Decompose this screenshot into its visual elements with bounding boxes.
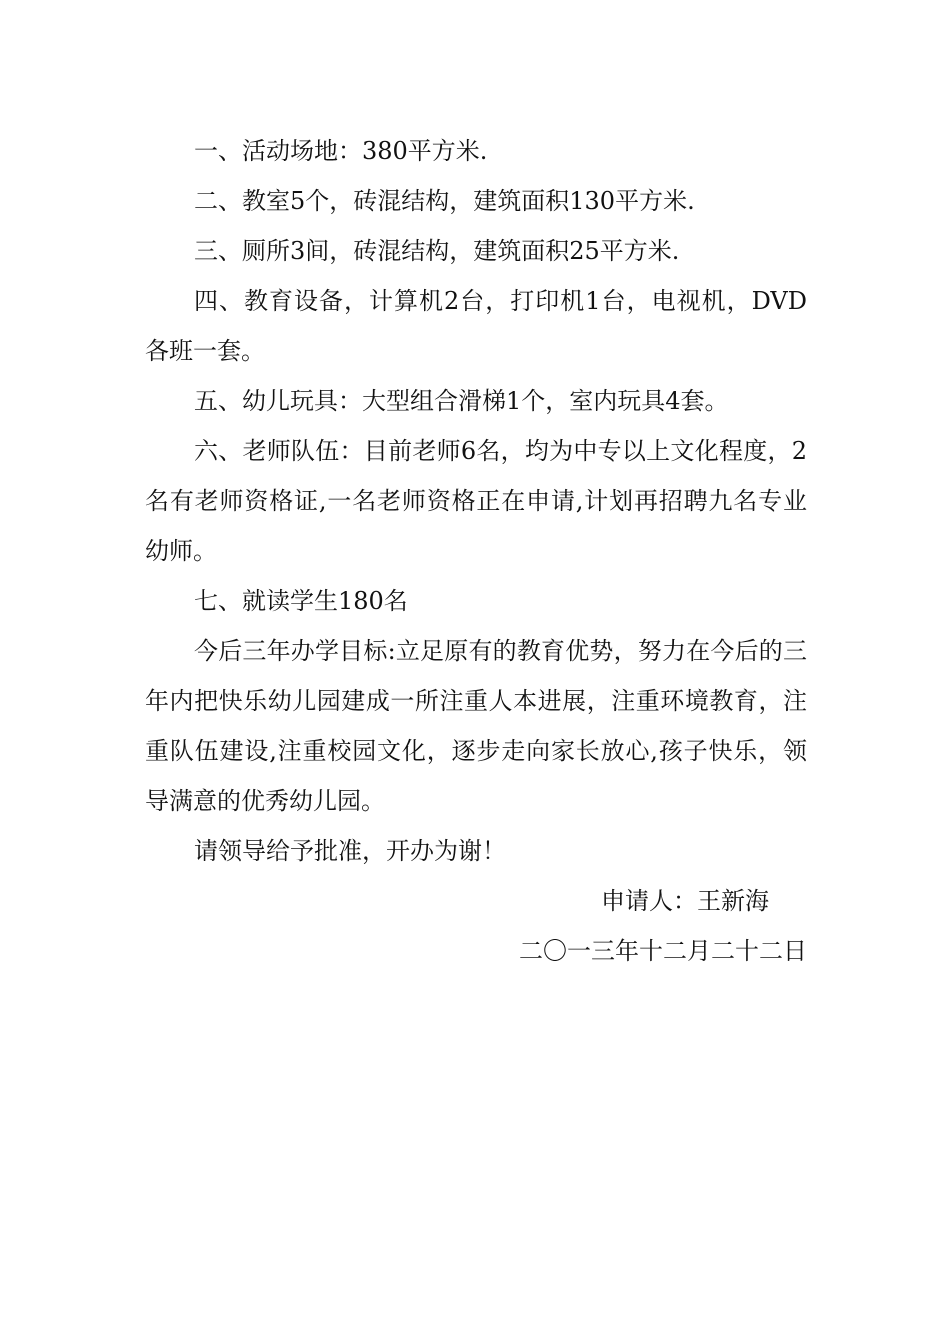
closing-request: 请领导给予批准，开办为谢！ [194, 837, 506, 865]
applicant-signature: 申请人：王新海 [601, 887, 769, 915]
item-teachers: 六、老师队伍：目前老师6名，均为中专以上文化程度，2名有老师资格证,一名老师资格正在申请,计划再招聘九名专业幼师。 [145, 437, 807, 565]
item-toys: 五、幼儿玩具：大型组合滑梯1个，室内玩具4套。 [194, 387, 729, 415]
item-equipment: 四、教育设备，计算机2台，打印机1台，电视机，DVD各班一套。 [145, 287, 807, 365]
item-classrooms: 二、教室5个，砖混结构，建筑面积130平方米. [194, 187, 695, 215]
three-year-goal: 今后三年办学目标:立足原有的教育优势，努力在今后的三年内把快乐幼儿园建成一所注重人本进展，注重环境教育，注重队伍建设,注重校园文化，逐步走向家长放心,孩子快乐，领导满意的优秀幼儿园。 [145, 637, 807, 815]
application-date: 二〇一三年十二月二十二日 [519, 937, 807, 965]
document-body [145, 126, 807, 976]
item-students: 七、就读学生180名 [194, 587, 408, 615]
item-activity-area: 一、活动场地：380平方米. [194, 137, 488, 165]
item-toilets: 三、厕所3间，砖混结构，建筑面积25平方米. [194, 237, 680, 265]
